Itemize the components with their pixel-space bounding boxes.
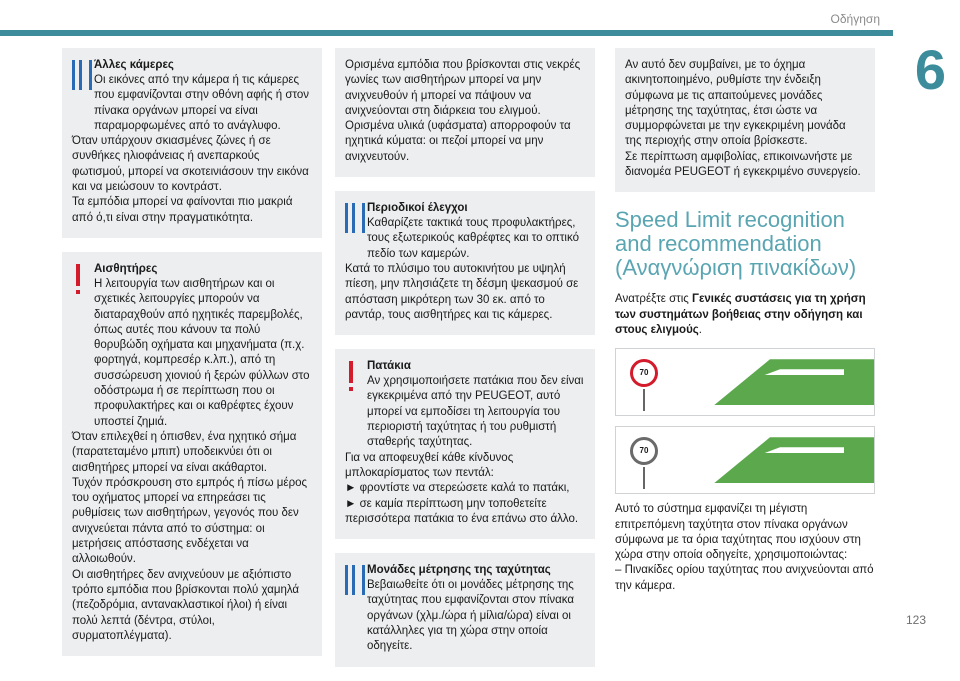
info-icon: [345, 565, 365, 595]
box-paragraph: Βεβαιωθείτε ότι οι μονάδες μέτρησης της ταχύτητας που εμφανίζονται στον πίνακα οργάνων (χλμ./ώρα ή μίλια/ώρα) είναι οι κατάλληλες για τη χώρα στην οποία οδηγείτε.: [367, 579, 575, 653]
bullet-item: ► σε καμία περίπτωση μην τοποθετείτε περισσότερα πατάκια το ένα επάνω στο άλλο.: [345, 497, 585, 528]
box-paragraph: Οι αισθητήρες δεν ανιχνεύουν με αξιόπιστο τρόπο εμπόδια που βρίσκονται πολύ χαμηλά (πεζοδρόμια, αντανακλαστικοί ήλοι) ή είναι πολύ λεπτά (δέντρα, στύλοι, συρματοπλέγματα).: [72, 568, 300, 642]
box-paragraph: Ορισμένα εμπόδια που βρίσκονται στις νεκρές γωνίες των αισθητήρων μπορεί να μην ανιχνευθούν ή μπορεί να πάψουν να ανιχνεύονται στη διάρκεια του ελιγμού.: [345, 59, 581, 117]
intro-text: Ανατρέξτε στις: [615, 293, 693, 306]
box-paragraph: Αν χρησιμοποιήσετε πατάκια που δεν είναι εγκεκριμένα από την PEUGEOT, αυτό μπορεί να εμποδίσει τη λειτουργία του περιοριστή ταχύτητας ή του ρυθμιστή σταθερής ταχύτητας.: [367, 375, 584, 449]
warning-box-mats: [335, 349, 595, 539]
box-paragraph: Σε περίπτωση αμφιβολίας, επικοινωνήστε με διανομέα PEUGEOT ή εγκεκριμένο συνεργείο.: [625, 150, 861, 179]
info-icon: [72, 60, 92, 90]
box-paragraph: Τυχόν πρόσκρουση στο εμπρός ή πίσω μέρος του οχήματος μπορεί να επηρεάσει τις ρυθμίσεις των αισθητήρων, γεγονός που δεν ανιχνεύεται πάντα από το σύστημα: οι μετρήσεις απόστασης ενδέχεται να αλλοιωθούν.: [72, 476, 308, 566]
box-paragraph: Όταν υπάρχουν σκιασμένες ζώνες ή σε συνθήκες ηλιοφάνειας ή ανεπαρκούς φωτισμού, μπορεί να σκοτεινιάσουν την εικόνα και να μειώσουν το κοντράστ.: [72, 135, 309, 194]
heading-line: Speed Limit recognition: [615, 207, 845, 233]
running-head: Οδήγηση: [830, 12, 880, 26]
page-number: 123: [905, 613, 926, 627]
speed-limit-sign-icon: 70: [630, 359, 658, 387]
box-paragraph: Οι εικόνες από την κάμερα ή τις κάμερες που εμφανίζονται στην οθόνη αφής ή στον πίνακα οργάνων μπορεί να είναι παραμορφωμένες από το ανάγλυφο.: [94, 74, 310, 132]
road-graphic: [714, 359, 874, 405]
warning-icon: [76, 264, 80, 286]
box-continuation: [335, 48, 595, 177]
box-paragraph: Κατά το πλύσιμο του αυτοκινήτου με υψηλή πίεση, μην πλησιάζετε τη δέσμη ψεκασμού σε απόσταση μικρότερη των 30 εκ. από το ραντάρ, τους αισθητήρες και τις κάμερες.: [345, 262, 579, 321]
end-speed-limit-sign-icon: 70: [630, 437, 658, 465]
box-title: Μονάδες μέτρησης της ταχύτητας: [367, 564, 551, 577]
sign-pole: [643, 467, 645, 489]
info-box-other-cameras: [62, 48, 322, 238]
body-paragraph: Αυτό το σύστημα εμφανίζει τη μέγιστη επιτρεπόμενη ταχύτητα στον πίνακα οργάνων σύμφωνα με τα όρια ταχύτητας που ισχύουν στη χώρα στην οποία οδηγείτε, χρησιμοποιώντας:: [615, 503, 861, 562]
box-paragraph: Αν αυτό δεν συμβαίνει, με το όχημα ακινητοποιημένο, ρυθμίστε την ένδειξη σύμφωνα με τις απαιτούμενες μονάδες μέτρησης της ταχύτητας, έτσι ώστε να συμμορφώνεται με την εγκεκριμένη μονάδα της περιοχής στην οποία βρίσκεστε.: [625, 59, 846, 148]
box-paragraph: Για να αποφευχθεί κάθε κίνδυνος μπλοκαρίσματος των πεντάλ:: [345, 451, 514, 479]
info-box-speed-units: [335, 553, 595, 666]
intro-text: .: [698, 323, 702, 336]
sign-pole: [643, 389, 645, 411]
road-graphic: [714, 437, 874, 483]
header-bar: [0, 30, 893, 36]
box-paragraph: Ορισμένα υλικά (υφάσματα) απορροφούν τα ηχητικά κύματα: οι πεζοί μπορεί να μην ανιχνευτούν.: [345, 120, 571, 163]
box-paragraph: Τα εμπόδια μπορεί να φαίνονται πιο μακριά από ό,τι είναι στην πραγματικότητα.: [72, 196, 293, 224]
box-title: Περιοδικοί έλεγχοι: [367, 202, 468, 215]
intro-paragraph: [615, 292, 875, 338]
chapter-number: 6: [914, 38, 946, 101]
warning-icon: [349, 361, 353, 383]
box-title: Άλλες κάμερες: [94, 59, 174, 71]
column-1: [62, 48, 322, 670]
box-paragraph: Η λειτουργία των αισθητήρων και οι σχετικές λειτουργίες μπορούν να διαταραχθούν από ηχητικές παρεμβολές, όπως αυτές που κάνουν τα πολύ θορυβώδη οχήματα και μηχανήματα (π.χ. φορτηγά, κομπρεσέρ κ.λπ.), από τη συσσώρευση χιονιού ή ξερών φύλλων στο οδόστρωμα ή σε περίπτωση που οι προφυλακτήρες και οι καθρέφτες έχουν υποστεί ζημιά.: [94, 277, 310, 428]
warning-box-sensors: [62, 252, 322, 656]
box-paragraph: Καθαρίζετε τακτικά τους προφυλακτήρες, τους εξωτερικούς καθρέφτες και το οπτικό πεδίο των καμερών.: [367, 217, 579, 260]
bullet-item: ► φροντίστε να στερεώσετε καλά το πατάκι,: [345, 481, 585, 496]
box-title: Αισθητήρες: [94, 262, 158, 275]
info-box-periodic-checks: [335, 191, 595, 335]
box-title: Πατάκια: [367, 360, 411, 373]
section-heading: [615, 208, 875, 280]
illustration-speed-sign-detected: [615, 348, 875, 416]
cross-reference: Γενικές συστάσεις για τη χρήση των συστημάτων βοήθειας στην οδήγηση και στους ελιγμούς: [615, 293, 866, 336]
dash-list-item: – Πινακίδες ορίου ταχύτητας που ανιχνεύονται από την κάμερα.: [615, 564, 874, 592]
illustration-speed-sign-end: [615, 426, 875, 494]
column-3: [615, 48, 875, 594]
box-paragraph: Όταν επιλεχθεί η όπισθεν, ένα ηχητικό σήμα (παρατεταμένο μπιπ) υποδεικνύει ότι οι αισθητήρες μπορεί να είναι ακάθαρτοι.: [72, 430, 297, 474]
column-2: [335, 48, 595, 681]
box-continuation: [615, 48, 875, 192]
info-icon: [345, 203, 365, 233]
heading-line: (Αναγνώριση πινακίδων): [615, 255, 857, 281]
heading-line: and recommendation: [615, 231, 822, 257]
